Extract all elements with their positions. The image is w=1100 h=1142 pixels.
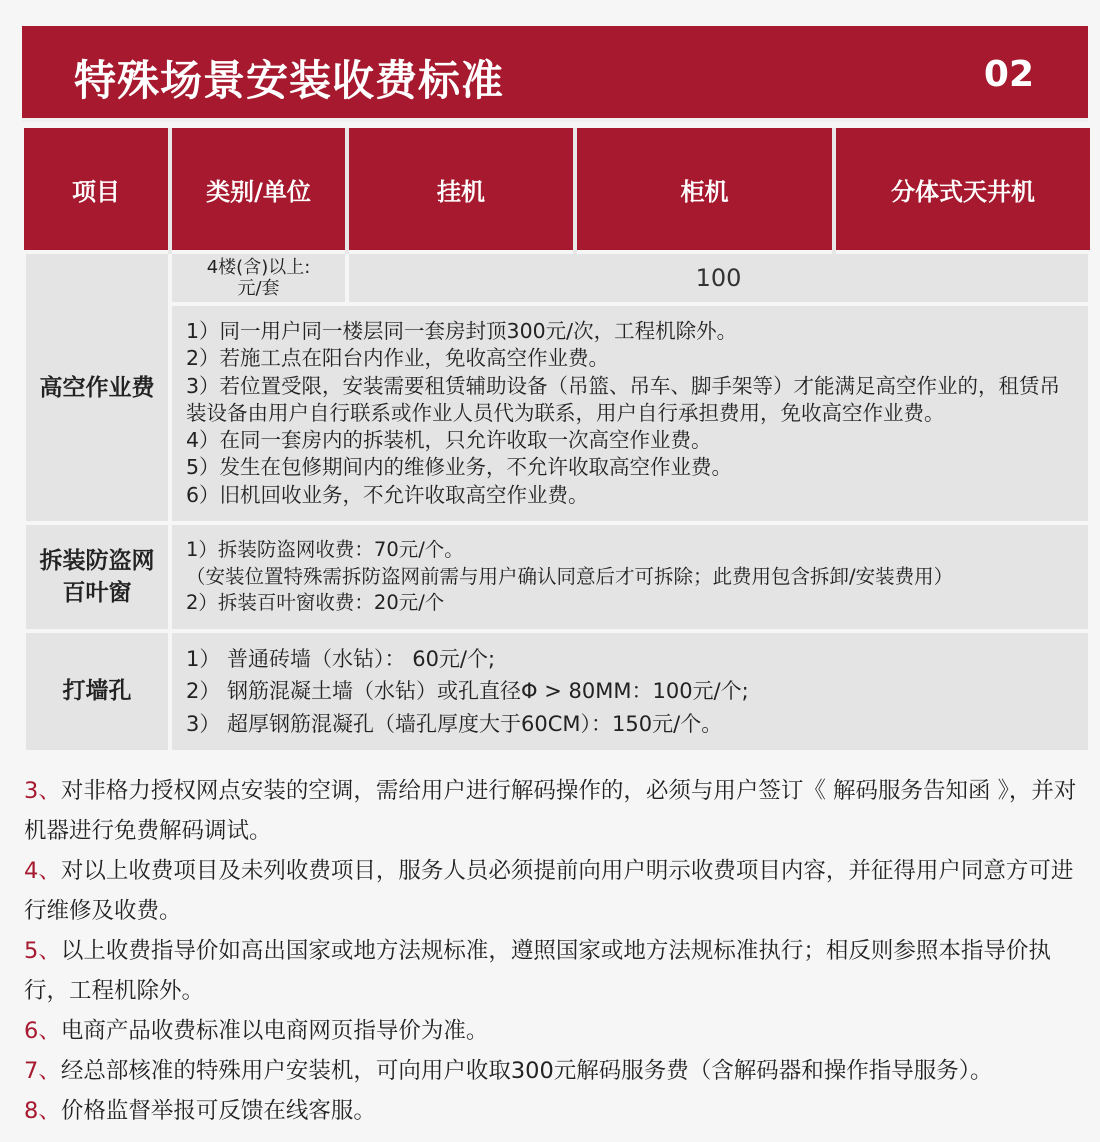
rule-line: 3）若位置受限，安装需要租赁辅助设备（吊篮、吊车、脚手架等）才能满足高空作业的，租赁吊装设备由用户自行联系或作业人员代为联系，用户自行承担费用，免收高空作业费。 <box>186 373 1061 425</box>
note-text: 价格监督举报可反馈在线客服。 <box>60 1098 376 1124</box>
detail-line: （安装位置特殊需拆防盗网前需与用户确认同意后才可拆除；此费用包含拆卸/安装费用） <box>186 564 954 588</box>
label-line: 百叶窗 <box>62 579 132 606</box>
detail-line: 3） 超厚钢筋混凝孔（墙孔厚度大于60CM）：150元/个。 <box>186 711 723 736</box>
rule-line: 4）在同一套房内的拆装机，只允许收取一次高空作业费。 <box>186 428 712 453</box>
page-number: 02 <box>983 54 1034 95</box>
note-number: 6、 <box>24 1018 61 1044</box>
high-altitude-price: 100 <box>347 252 1090 304</box>
anti-theft-details <box>170 523 1090 631</box>
note-item <box>24 931 1084 1011</box>
col-header-category-unit: 类别/单位 <box>170 128 347 252</box>
note-item <box>24 1091 1084 1131</box>
col-header-item: 项目 <box>24 128 170 252</box>
rule-line: 5）发生在包修期间内的维修业务，不允许收取高空作业费。 <box>186 455 733 480</box>
label-line: 拆装防盗网 <box>39 547 155 574</box>
detail-line: 1）拆装防盗网收费：70元/个。 <box>186 538 464 562</box>
high-altitude-unit <box>170 252 347 304</box>
rule-line: 6）旧机回收业务，不允许收取高空作业费。 <box>186 482 589 507</box>
note-text: 电商产品收费标准以电商网页指导价为准。 <box>60 1018 489 1044</box>
note-item <box>24 851 1084 931</box>
fee-table <box>22 128 1092 754</box>
note-number: 4、 <box>24 858 61 884</box>
note-text: 对非格力授权网点安装的空调，需给用户进行解码操作的，必须与用户签订《 解码服务告知函 》，并对机器进行免费解码调试。 <box>24 778 1077 844</box>
note-number: 7、 <box>24 1058 61 1084</box>
note-text: 以上收费指导价如高出国家或地方法规标准，遵照国家或地方法规标准执行；相反则参照本指导价执行，工程机除外。 <box>24 938 1051 1004</box>
note-item <box>24 1051 1084 1091</box>
note-item <box>24 1011 1084 1051</box>
col-header-cabinet-unit: 柜机 <box>575 128 834 252</box>
col-header-ceiling-unit: 分体式天井机 <box>834 128 1090 252</box>
detail-line: 2） 钢筋混凝土墙（水钻）或孔直径Φ > 80MM：100元/个; <box>186 679 749 704</box>
rule-line: 1）同一用户同一楼层同一套房封顶300元/次，工程机除外。 <box>186 319 738 343</box>
title-banner <box>22 26 1088 122</box>
detail-line: 2）拆装百叶窗收费：20元/个 <box>186 591 445 615</box>
note-number: 8、 <box>24 1098 61 1124</box>
note-item <box>24 771 1084 851</box>
table-row <box>24 523 1090 631</box>
wall-hole-details <box>170 631 1090 753</box>
table-row <box>24 252 1090 304</box>
table-header-row <box>24 128 1090 252</box>
high-altitude-rules <box>170 304 1090 523</box>
note-number: 5、 <box>24 938 61 964</box>
table-row <box>24 631 1090 753</box>
row-label-anti-theft <box>24 523 170 631</box>
unit-line: 元/套 <box>237 278 280 299</box>
unit-line: 4楼(含)以上: <box>206 257 311 278</box>
notes-list <box>24 771 1084 1131</box>
row-label-wall-hole: 打墙孔 <box>24 631 170 753</box>
row-label-high-altitude: 高空作业费 <box>24 252 170 523</box>
col-header-wall-unit: 挂机 <box>347 128 575 252</box>
detail-line: 1） 普通砖墙（水钻）： 60元/个; <box>186 646 496 671</box>
page-title: 特殊场景安装收费标准 <box>74 56 505 105</box>
note-number: 3、 <box>24 778 61 804</box>
note-text: 对以上收费项目及未列收费项目，服务人员必须提前向用户明示收费项目内容，并征得用户同意方可进行维修及收费。 <box>24 858 1074 924</box>
rule-line: 2）若施工点在阳台内作业，免收高空作业费。 <box>186 346 610 371</box>
note-text: 经总部核准的特殊用户安装机，可向用户收取300元解码服务费（含解码器和操作指导服务）。 <box>60 1058 993 1084</box>
table-row <box>24 304 1090 523</box>
